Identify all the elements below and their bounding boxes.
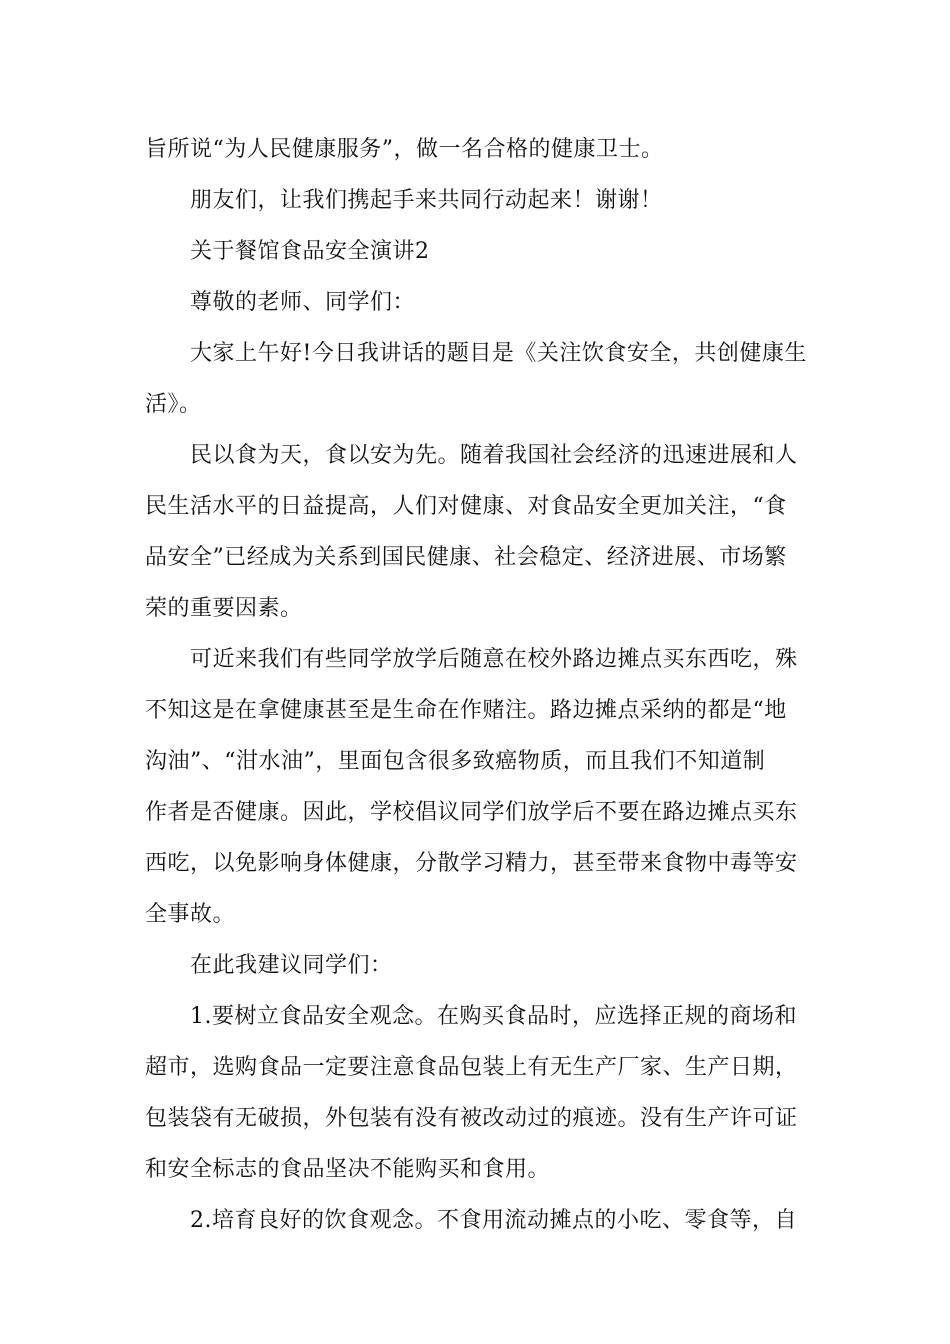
text-line: 不知这是在拿健康甚至是生命在作赌注。路边摊点采纳的都是“地 — [145, 698, 787, 723]
text-line: 超市，选购食品一定要注意食品包装上有无生产厂家、生产日期， — [145, 1055, 798, 1080]
text-line: 活》。 — [145, 392, 202, 417]
text-line: 包装袋有无破损，外包装有没有被改动过的痕迹。没有生产许可证 — [145, 1106, 798, 1131]
text-line: 在此我建议同学们： — [190, 953, 393, 978]
text-line: 全事故。 — [145, 902, 236, 927]
text-line: 沟油”、“泔水油”，里面包含很多致癌物质，而且我们不知道制 — [145, 749, 766, 774]
text-line: 民生活水平的日益提高，人们对健康、对食品安全更加关注，“食 — [145, 494, 787, 519]
list-item: 2.培育良好的饮食观念。不食用流动摊点的小吃、零食等，自 — [190, 1208, 797, 1233]
document-body — [145, 124, 807, 1246]
salutation: 尊敬的老师、同学们： — [190, 290, 416, 315]
text-line: 和安全标志的食品坚决不能购买和食用。 — [145, 1157, 551, 1182]
text-line: 大家上午好!今日我讲话的题目是《关注饮食安全，共创健康生 — [190, 341, 807, 366]
text-line: 作者是否健康。因此，学校倡议同学们放学后不要在路边摊点买东 — [145, 800, 798, 825]
text-line: 旨所说“为人民健康服务”，做一名合格的健康卫士。 — [145, 137, 664, 162]
list-item: 1.要树立食品安全观念。在购买食品时，应选择正规的商场和 — [190, 1004, 797, 1029]
text-line: 朋友们，让我们携起手来共同行动起来！谢谢！ — [190, 188, 663, 213]
text-line: 品安全”已经成为关系到国民健康、社会稳定、经济进展、市场繁 — [145, 545, 787, 570]
text-line: 荣的重要因素。 — [145, 596, 303, 621]
text-line: 西吃，以免影响身体健康，分散学习精力，甚至带来食物中毒等安 — [145, 851, 798, 876]
section-heading: 关于餐馆食品安全演讲2 — [190, 239, 430, 264]
text-line: 民以食为天，食以安为先。随着我国社会经济的迅速进展和人 — [190, 443, 798, 468]
text-line: 可近来我们有些同学放学后随意在校外路边摊点买东西吃，殊 — [190, 647, 798, 672]
